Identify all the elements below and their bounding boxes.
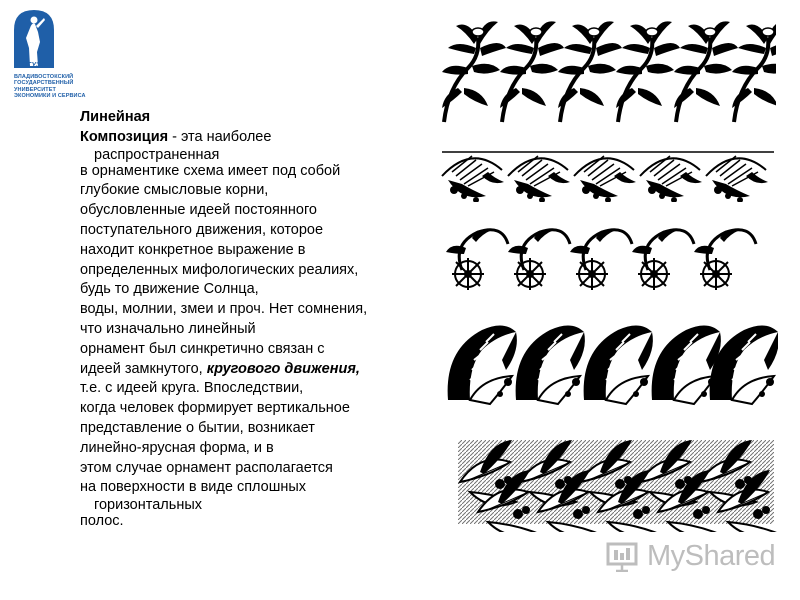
tail-continuation: горизонтальных [94, 497, 202, 514]
body-line: поступательного движения, которое [80, 221, 324, 238]
body-line: что изначально линейный [80, 320, 256, 337]
watermark-text: MyShared [647, 540, 776, 572]
logo-name-line: УНИВЕРСИТЕТ [14, 86, 56, 93]
body-line: будь то движение Солнца, [80, 281, 259, 298]
slide-heading: Линейная [80, 109, 151, 125]
intro-continuation: распространенная [94, 146, 220, 163]
body-line: представление о бытии, возникает [80, 419, 315, 436]
body-line: глубокие смысловые корни, [80, 182, 269, 199]
body-line: когда человек формирует вертикальное [80, 400, 350, 417]
intro-line [80, 128, 440, 148]
ornament-band-fans [438, 142, 778, 202]
emphasis-line [80, 360, 440, 380]
body-line: обусловленные идеей постоянного [80, 202, 317, 219]
tail-line: полос. [80, 513, 124, 530]
body-line: т.е. с идеей круга. Впоследствии, [80, 380, 304, 397]
body-line: воды, молнии, змеи и проч. Нет сомнения, [80, 301, 368, 318]
ornament-band-leaf-fronds [438, 18, 776, 126]
body-line: определенных мифологических реалиях, [80, 261, 359, 278]
slide-body-text [80, 108, 440, 532]
logo-name-line: ВЛАДИВОСТОКСКИЙ [14, 74, 74, 80]
watermark [605, 540, 775, 572]
ornament-band-shells [438, 318, 778, 410]
intro-rest: - эта наиболее [168, 128, 272, 145]
ornament-band-leaves [438, 432, 778, 532]
logo-name-line: ЭКОНОМИКИ И СЕРВИСА [14, 93, 86, 100]
logo-abbreviation: ВГУЭС [22, 62, 47, 69]
body-line: на поверхности в виде сплошных [80, 479, 307, 496]
logo-university-name [14, 74, 94, 100]
body-line: в орнаментике схема имеет под собой [80, 162, 341, 179]
statue-emblem-icon [10, 8, 58, 70]
body-line: находит конкретное выражение в [80, 241, 306, 258]
body-line: линейно-ярусная форма, и в [80, 439, 274, 456]
emphasis-term: кругового движения, [206, 360, 360, 377]
ornament-band-flowers [438, 222, 778, 296]
intro-term: Композиция [80, 128, 169, 145]
body-line: орнамент был синкретично связан с [80, 340, 325, 357]
body-line: этом случае орнамент располагается [80, 459, 333, 476]
presentation-board-icon [605, 540, 639, 572]
emphasis-prefix: идеей замкнутого, [80, 360, 207, 377]
logo-name-line: ГОСУДАРСТВЕННЫЙ [14, 80, 74, 87]
